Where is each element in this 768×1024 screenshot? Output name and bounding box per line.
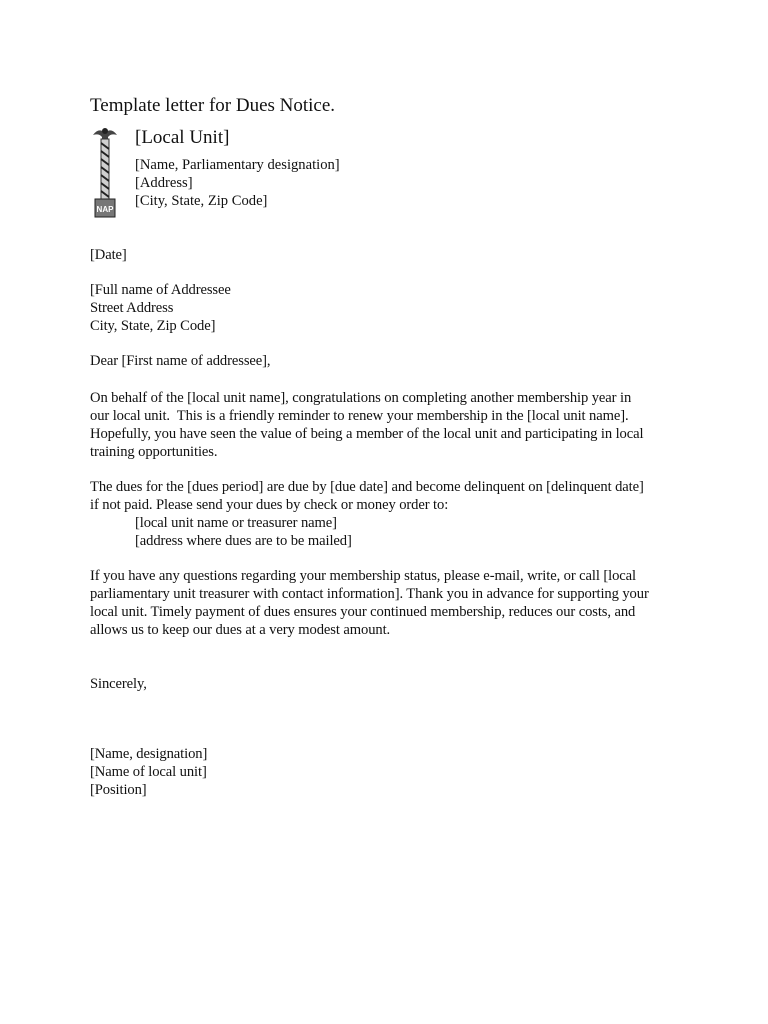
remit-to-line: [local unit name or treasurer name] [135,515,337,531]
paragraph3-line: allows us to keep our dues at a very modest amount. [90,622,391,638]
signature-position: [Position] [90,782,147,798]
letter-date: [Date] [90,247,127,263]
paragraph1-line: our local unit. This is a friendly reminder to renew your membership in the [local unit name]. [90,408,629,424]
paragraph1-line: Hopefully, you have seen the value of being a member of the local unit and participating in local [90,426,644,442]
remit-to-line: [address where dues are to be mailed] [135,533,352,549]
paragraph3-line: parliamentary unit treasurer with contact information]. Thank you in advance for supporting your [90,586,649,602]
closing: Sincerely, [90,676,147,692]
letterhead-name-designation: [Name, Parliamentary designation] [135,157,340,173]
paragraph1-line: On behalf of the [local unit name], congratulations on completing another membership year in [90,390,632,406]
letterhead-city-state-zip: [City, State, Zip Code] [135,193,268,209]
paragraph2-line: if not paid. Please send your dues by check or money order to: [90,497,449,513]
recipient-name: [Full name of Addressee [90,282,231,298]
paragraph1-line: training opportunities. [90,444,218,460]
salutation: Dear [First name of addressee], [90,353,271,369]
local-unit-heading: [Local Unit] [135,127,230,148]
paragraph3-line: If you have any questions regarding your membership status, please e-mail, write, or call [local [90,568,637,584]
recipient-city: City, State, Zip Code] [90,318,216,334]
document-title: Template letter for Dues Notice. [90,95,336,116]
logo-text: NAP [96,205,114,214]
letterhead-address: [Address] [135,175,193,191]
signature-local-unit: [Name of local unit] [90,764,207,780]
signature-name-designation: [Name, designation] [90,746,208,762]
paragraph3-line: local unit. Timely payment of dues ensures your continued membership, reduces our costs, and [90,604,636,620]
paragraph2-line: The dues for the [dues period] are due by [due date] and become delinquent on [delinquent date] [90,479,644,495]
nap-gavel-logo [89,125,121,219]
recipient-street: Street Address [90,300,174,316]
